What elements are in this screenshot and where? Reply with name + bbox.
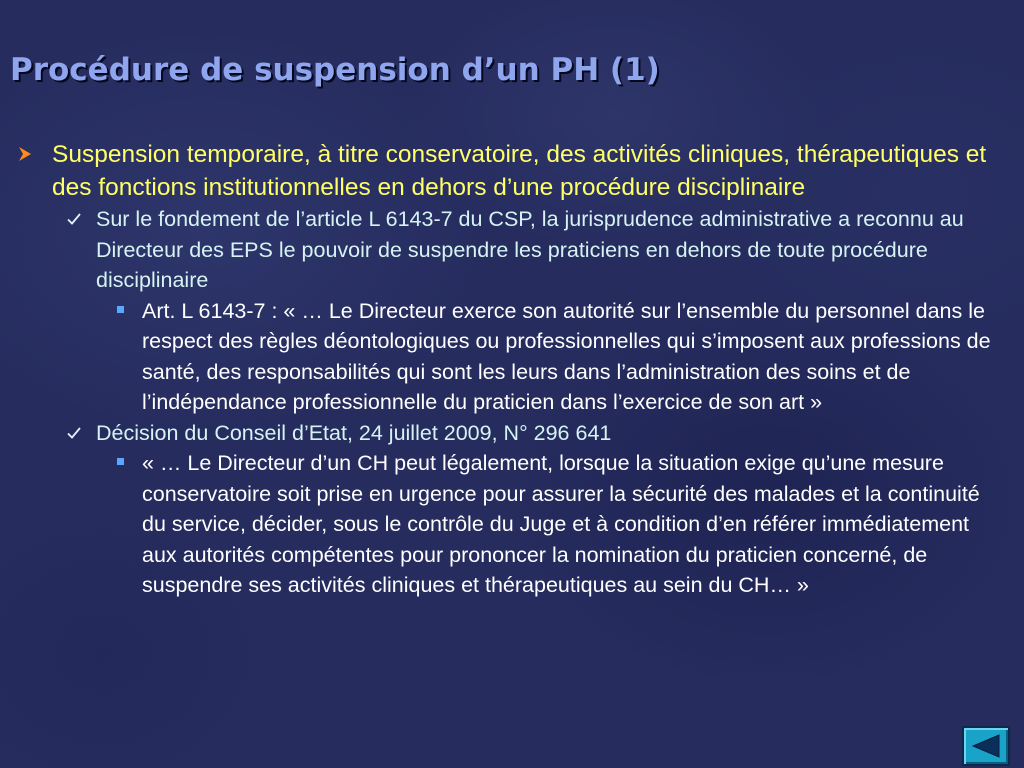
checkmark-icon — [66, 211, 82, 227]
detail-article-quote-text: Art. L 6143-7 : « … Le Directeur exerce son autorité sur l’ensemble du personnel dans le respect des règles déontologiques ou professionnelles qui s’imposent aux professions de santé, des responsabilités qui sont les leurs dans l’administration des soins et de l’indépendance professionnelle du praticien dans l’exercice de son art » — [142, 298, 991, 414]
back-arrow-icon — [970, 733, 1002, 759]
detail-decision-quote — [96, 448, 1009, 601]
arrow-bullet-icon — [16, 145, 34, 163]
bullet-suspension — [14, 138, 1009, 204]
sub-bullet-decision — [58, 418, 1009, 449]
back-button[interactable] — [962, 726, 1010, 766]
checkmark-icon — [66, 425, 82, 441]
square-bullet-icon — [117, 306, 124, 313]
slide-content — [14, 138, 1009, 601]
detail-article-quote — [96, 296, 1009, 418]
square-bullet-icon — [117, 458, 124, 465]
slide-title: Procédure de suspension d’un PH (1) — [10, 52, 660, 88]
detail-decision-quote-text: « … Le Directeur d’un CH peut légalement, lorsque la situation exige qu’une mesure conservatoire soit prise en urgence pour assurer la sécurité des malades et la continuité du service, décider, sous le contrôle du Juge et à condition d’en référer immédiatement aux autorités compétentes pour prononcer la nomination du praticien concerné, de suspendre ses activités cliniques et thérapeutiques au sein du CH… » — [142, 451, 980, 597]
sub-bullet-decision-text: Décision du Conseil d’Etat, 24 juillet 2009, N° 296 641 — [96, 420, 612, 445]
sub-bullet-article-text: Sur le fondement de l’article L 6143-7 du CSP, la jurisprudence administrative a reconnu au Directeur des EPS le pouvoir de suspendre les praticiens en dehors de toute procédure disciplinaire — [96, 207, 964, 292]
sub-bullet-article — [58, 204, 1009, 296]
bullet-suspension-text: Suspension temporaire, à titre conservatoire, des activités cliniques, thérapeutiques et des fonctions institutionnelles en dehors d’une procédure disciplinaire — [52, 141, 987, 201]
